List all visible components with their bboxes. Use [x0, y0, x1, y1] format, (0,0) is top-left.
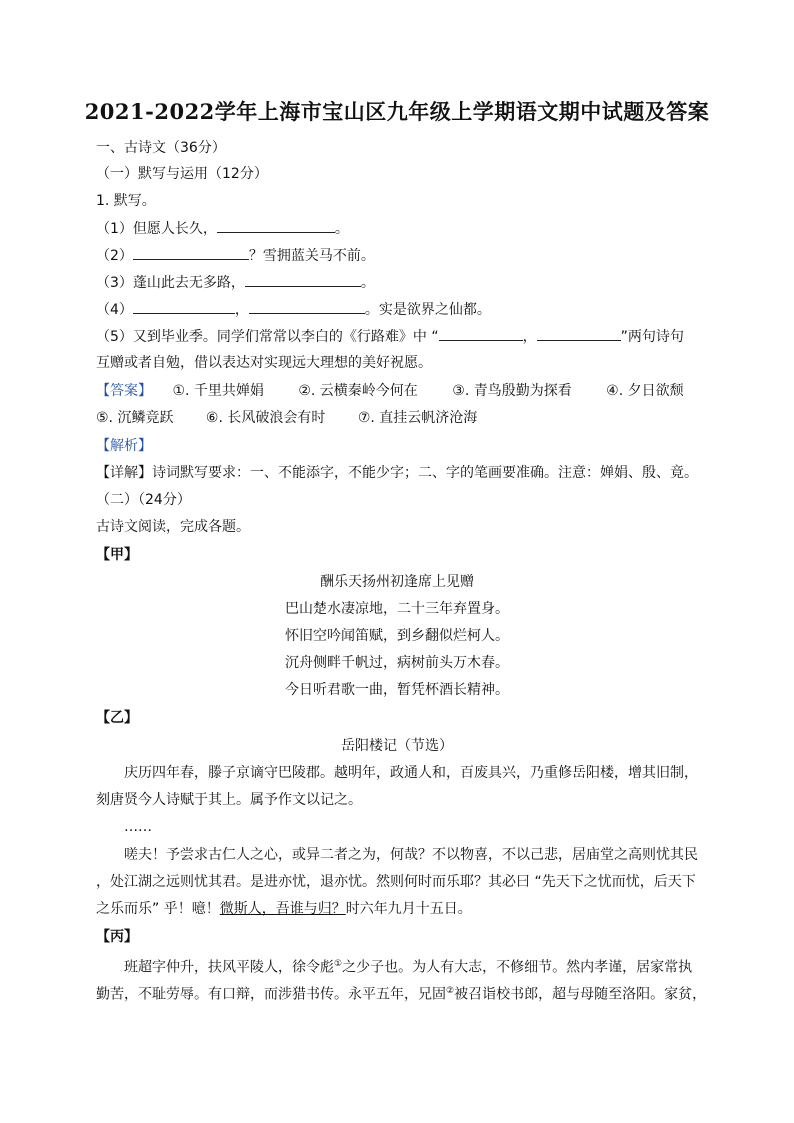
- question-text: ，: [522, 329, 537, 345]
- answer-label: 【答案】: [96, 383, 152, 399]
- passage-title: 岳阳楼记（节选）: [341, 738, 453, 754]
- subsection-heading: （二）（24分）: [96, 492, 191, 508]
- question-text: （3）蓬山此去无多路，: [96, 275, 245, 291]
- question-line: [96, 299, 491, 320]
- passage-text: 班超字仲升，扶风平陵人，徐令彪: [124, 959, 334, 976]
- footnote-marker: ①: [334, 959, 343, 969]
- question-number: 1. 默写。: [96, 193, 156, 209]
- passage-text: 嗟夫！予尝求古仁人之心，或异二者之为，何哉？不以物喜，不以己悲，居庙堂之高则忧其民: [124, 847, 698, 863]
- question-text: （2）: [96, 248, 133, 264]
- page-title: 2021-2022学年上海市宝山区九年级上学期语文期中试题及答案: [84, 99, 710, 124]
- question-line: [96, 218, 349, 239]
- ellipsis: ……: [124, 819, 152, 835]
- question-text: 互赠或者自勉，借以表达对实现远大理想的美好祝愿。: [96, 355, 432, 371]
- question-text: 。: [360, 275, 375, 291]
- answer-item: ④. 夕日欲颓: [606, 383, 684, 399]
- question-text: ？雪拥蓝关马不前。: [248, 248, 375, 264]
- poem-line: 沉舟侧畔千帆过，病树前头万木春。: [285, 655, 509, 671]
- underlined-sentence: 微斯人，吾谁与归？: [219, 901, 346, 917]
- passage-text: 时六年九月十五日。: [345, 901, 472, 917]
- answer-blank: [133, 299, 235, 314]
- answer-item: ⑦. 直挂云帆济沧海: [357, 410, 478, 426]
- passage-text: 刻唐贤今人诗赋于其上。属予作文以记之。: [96, 792, 362, 808]
- passage-label: 【乙】: [96, 710, 138, 726]
- question-text: 。: [334, 221, 349, 237]
- passage-line: [124, 954, 692, 978]
- answer-item: ③. 青鸟殷勤为探看: [452, 383, 572, 399]
- passage-line: [96, 981, 706, 1005]
- subsection-heading: （一）默写与运用（12分）: [96, 166, 268, 182]
- answer-blank: [537, 326, 621, 341]
- poem-line: 今日听君歌一曲，暂凭杯酒长精神。: [285, 682, 509, 698]
- question-text: ，: [234, 302, 249, 318]
- answer-item: ①. 千里共婵娟: [172, 383, 264, 399]
- answer-blank: [245, 272, 361, 287]
- question-line: [96, 245, 375, 266]
- question-text: 。实是欲界之仙都。: [364, 302, 491, 318]
- answer-item: ②. 云横秦岭今何在: [298, 383, 418, 399]
- answer-item: ⑤. 沉鳞竞跃: [96, 410, 174, 426]
- answer-line: [96, 408, 477, 428]
- poem-title: 酬乐天扬州初逢席上见赠: [320, 574, 474, 590]
- question-text: ”两句诗句: [620, 329, 684, 345]
- instruction-text: 古诗文阅读，完成各题。: [96, 519, 250, 535]
- footnote-marker: ②: [446, 986, 455, 996]
- detail-text: 【详解】诗词默写要求：一、不能添字，不能少字；二、字的笔画要准确。注意：婵娟、殷、竟。: [96, 465, 698, 481]
- answer-blank: [249, 299, 365, 314]
- answer-item: ⑥. 长风破浪会有时: [205, 410, 326, 426]
- passage-text: 勤苦，不耻劳辱。有口辩，而涉猎书传。永平五年，兄固: [96, 986, 446, 1003]
- passage-label: 【丙】: [96, 929, 138, 945]
- section-heading: 一、古诗文（36分）: [96, 140, 226, 156]
- analysis-label: 【解析】: [96, 438, 152, 454]
- question-text: （1）但愿人长久，: [96, 221, 217, 237]
- passage-line: [96, 899, 472, 919]
- passage-text: 之少子也。为人有大志，不修细节。然内孝谨，居家常执: [342, 959, 693, 976]
- question-line: [96, 326, 684, 347]
- passage-text: 庆历四年春，滕子京谪守巴陵郡。越明年，政通人和，百废具兴，乃重修岳阳楼，增其旧制，: [124, 765, 698, 781]
- poem-line: 巴山楚水凄凉地，二十三年弃置身。: [285, 601, 509, 617]
- answer-blank: [133, 245, 249, 260]
- question-line: [96, 272, 375, 293]
- answer-blank: [217, 218, 335, 233]
- poem-line: 怀旧空吟闻笛赋，到乡翻似烂柯人。: [285, 628, 509, 644]
- question-text: （4）: [96, 302, 133, 318]
- passage-label: 【甲】: [96, 547, 138, 563]
- passage-text: ，处江湖之远则忧其君。是进亦忧，退亦忧。然则何时而乐耶？其必曰 “先天下之忧而忧，后天下: [96, 874, 696, 890]
- passage-text: 被召诣校书郎，超与母随至洛阳。家贫，: [454, 986, 707, 1003]
- answer-blank: [439, 326, 523, 341]
- answer-line: [96, 381, 684, 401]
- passage-text: 之乐而乐” 乎！噫！: [96, 901, 220, 917]
- question-text: （5）又到毕业季。同学们常常以李白的《行路难》中 “: [96, 329, 439, 345]
